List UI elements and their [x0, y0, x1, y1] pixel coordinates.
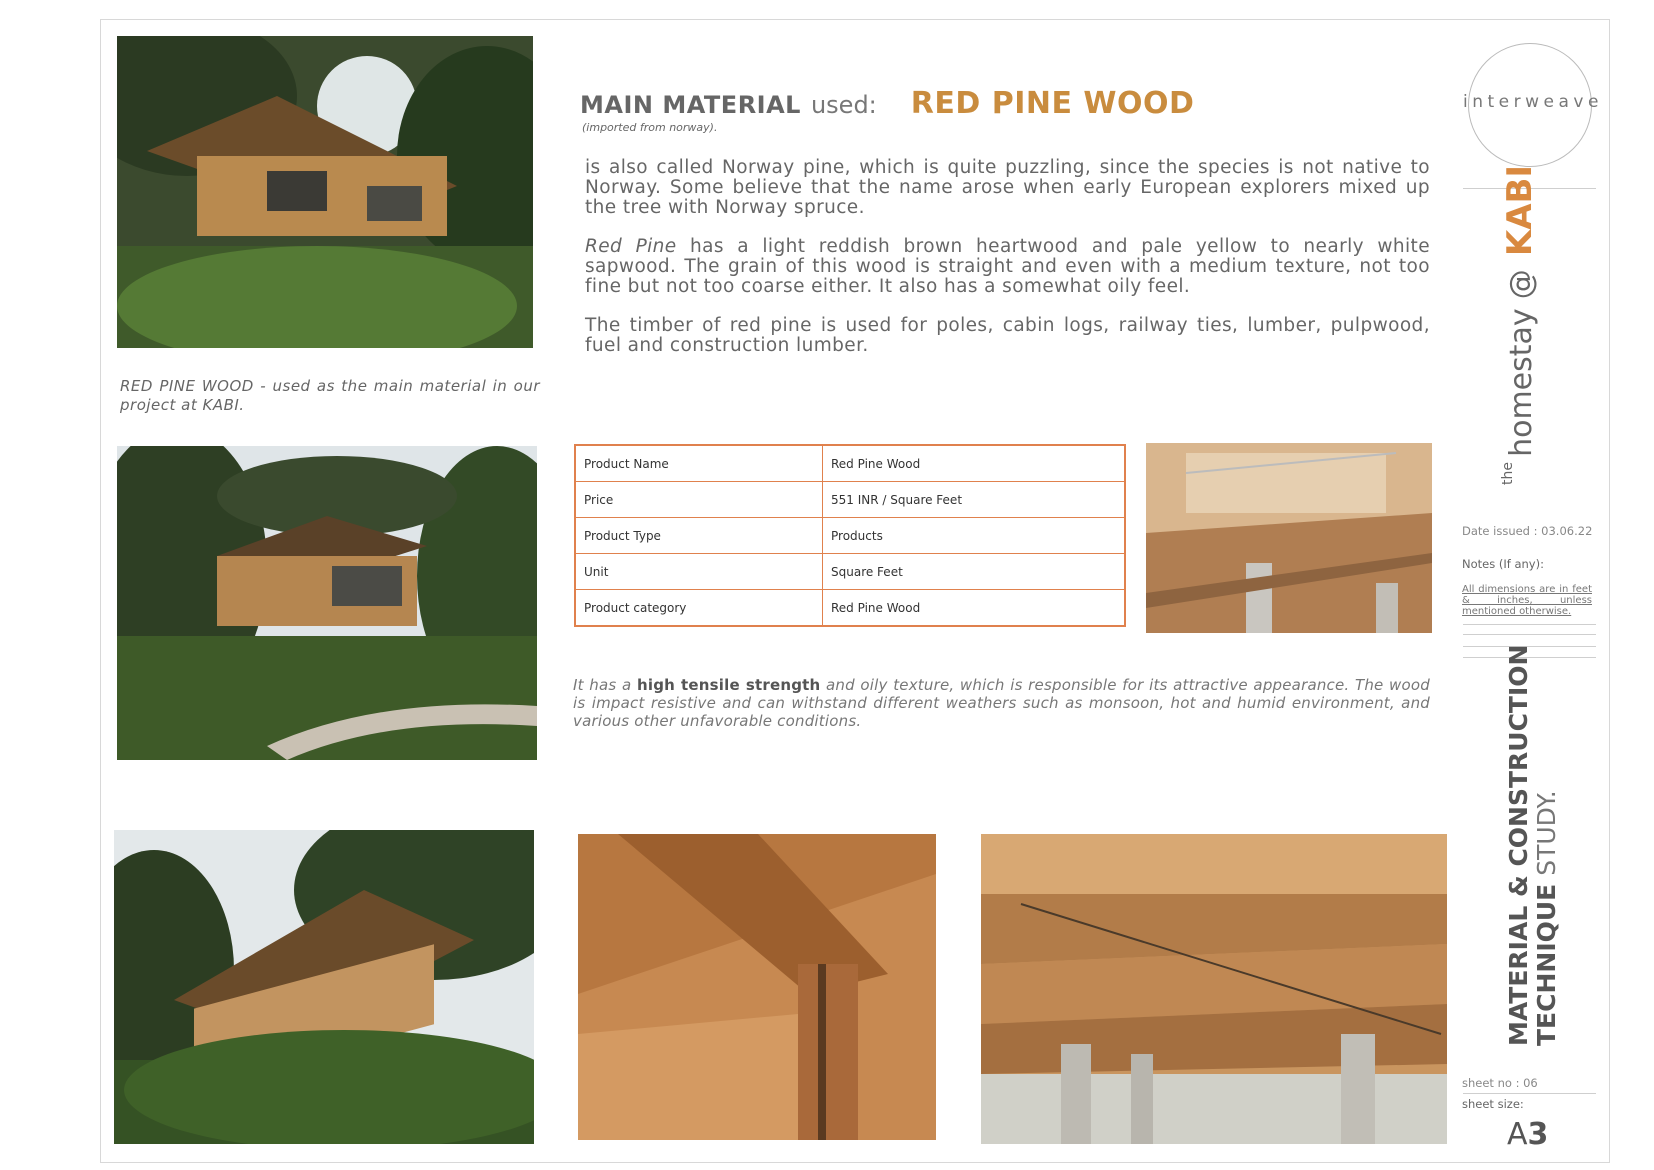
sheet-size-value [1507, 1117, 1548, 1152]
sheet-title-line-1: MATERIAL & CONSTRUCTION [1504, 644, 1533, 1046]
spec-value: Square Feet [823, 554, 1126, 590]
photo-cabin-path [117, 446, 537, 760]
strength-paragraph [573, 676, 1430, 730]
spec-value: Red Pine Wood [823, 445, 1126, 482]
spec-key: Product Type [575, 518, 823, 554]
spec-row [575, 518, 1125, 554]
spec-value: Products [823, 518, 1126, 554]
project-place: KABI [1500, 164, 1540, 257]
sheet-size-number: 3 [1527, 1117, 1549, 1152]
paragraph-timber-uses: The timber of red pine is used for poles, cabin logs, railway ties, lumber, pulpwood, fuel and construction lumber. [585, 315, 1430, 356]
note-line-2 [1463, 634, 1596, 635]
strength-text-bold: high tensile strength [636, 676, 821, 694]
spec-key: Unit [575, 554, 823, 590]
notes-text: All dimensions are in feet & inches, unless mentioned otherwise. [1462, 584, 1592, 617]
sheet-title-line-2 [1533, 645, 1561, 1046]
sheet-title [1505, 645, 1561, 1046]
photo-caption: RED PINE WOOD - used as the main material in our project at KABI. [120, 377, 540, 414]
sheet-size-label: sheet size: [1462, 1097, 1524, 1111]
strength-text-before: It has a [573, 676, 637, 694]
logo-text: interweave [1463, 92, 1603, 112]
photo-beam-joint [578, 834, 936, 1140]
sheet-title-technique: TECHNIQUE [1532, 883, 1561, 1046]
spec-key: Product Name [575, 445, 823, 482]
paragraph-norway-pine: is also called Norway pine, which is quite puzzling, since the species is not native to Norway. Some believe that the name arose when early European explorers mixed up the tree with Norway spruce. [585, 157, 1430, 218]
material-heading [580, 86, 1194, 121]
strength-text-after: and oily texture, which is responsible for its attractive appearance. The wood is impact resistive and can withstand different weathers such as monsoon, hot and humid environment, and various other unfavorable conditions. [573, 676, 1430, 730]
photo-cabin-hillside-top [117, 36, 533, 348]
spec-row [575, 554, 1125, 590]
sheet-divider [1463, 1093, 1596, 1094]
spec-value: 551 INR / Square Feet [823, 482, 1126, 518]
spec-table [574, 444, 1126, 627]
sheet-number: sheet no : 06 [1462, 1076, 1538, 1090]
date-issued: Date issued : 03.06.22 [1462, 524, 1593, 538]
main-material-label: MAIN MATERIAL [580, 91, 801, 119]
spec-row [575, 590, 1125, 627]
spec-key: Price [575, 482, 823, 518]
note-line-1 [1463, 624, 1596, 625]
photo-cabin-underside [1146, 443, 1432, 633]
imported-note: (imported from norway). [582, 121, 718, 134]
project-title [1500, 165, 1540, 485]
project-at: @ [1504, 269, 1539, 300]
spec-row [575, 482, 1125, 518]
material-name: RED PINE WOOD [910, 86, 1195, 121]
notes-label: Notes (If any): [1462, 557, 1544, 571]
sheet-size-letter: A [1507, 1117, 1528, 1152]
red-pine-emphasis: Red Pine [585, 236, 677, 257]
paragraph-heartwood-text: has a light reddish brown heartwood and pale yellow to nearly white sapwood. The grain of this wood is straight and even with a medium texture, not too fine but not too coarse either. It also has a somewhat oily feel. [585, 236, 1430, 297]
project-name: homestay [1504, 308, 1539, 457]
paragraph-heartwood [585, 237, 1430, 297]
used-label: used: [810, 91, 877, 119]
project-the: the [1500, 462, 1516, 485]
photo-cabin-slope [114, 830, 534, 1144]
photo-deck-structure [981, 834, 1447, 1144]
spec-row [575, 445, 1125, 482]
spec-value: Red Pine Wood [823, 590, 1126, 627]
spec-key: Product category [575, 590, 823, 627]
sheet-title-study: STUDY. [1532, 790, 1561, 884]
